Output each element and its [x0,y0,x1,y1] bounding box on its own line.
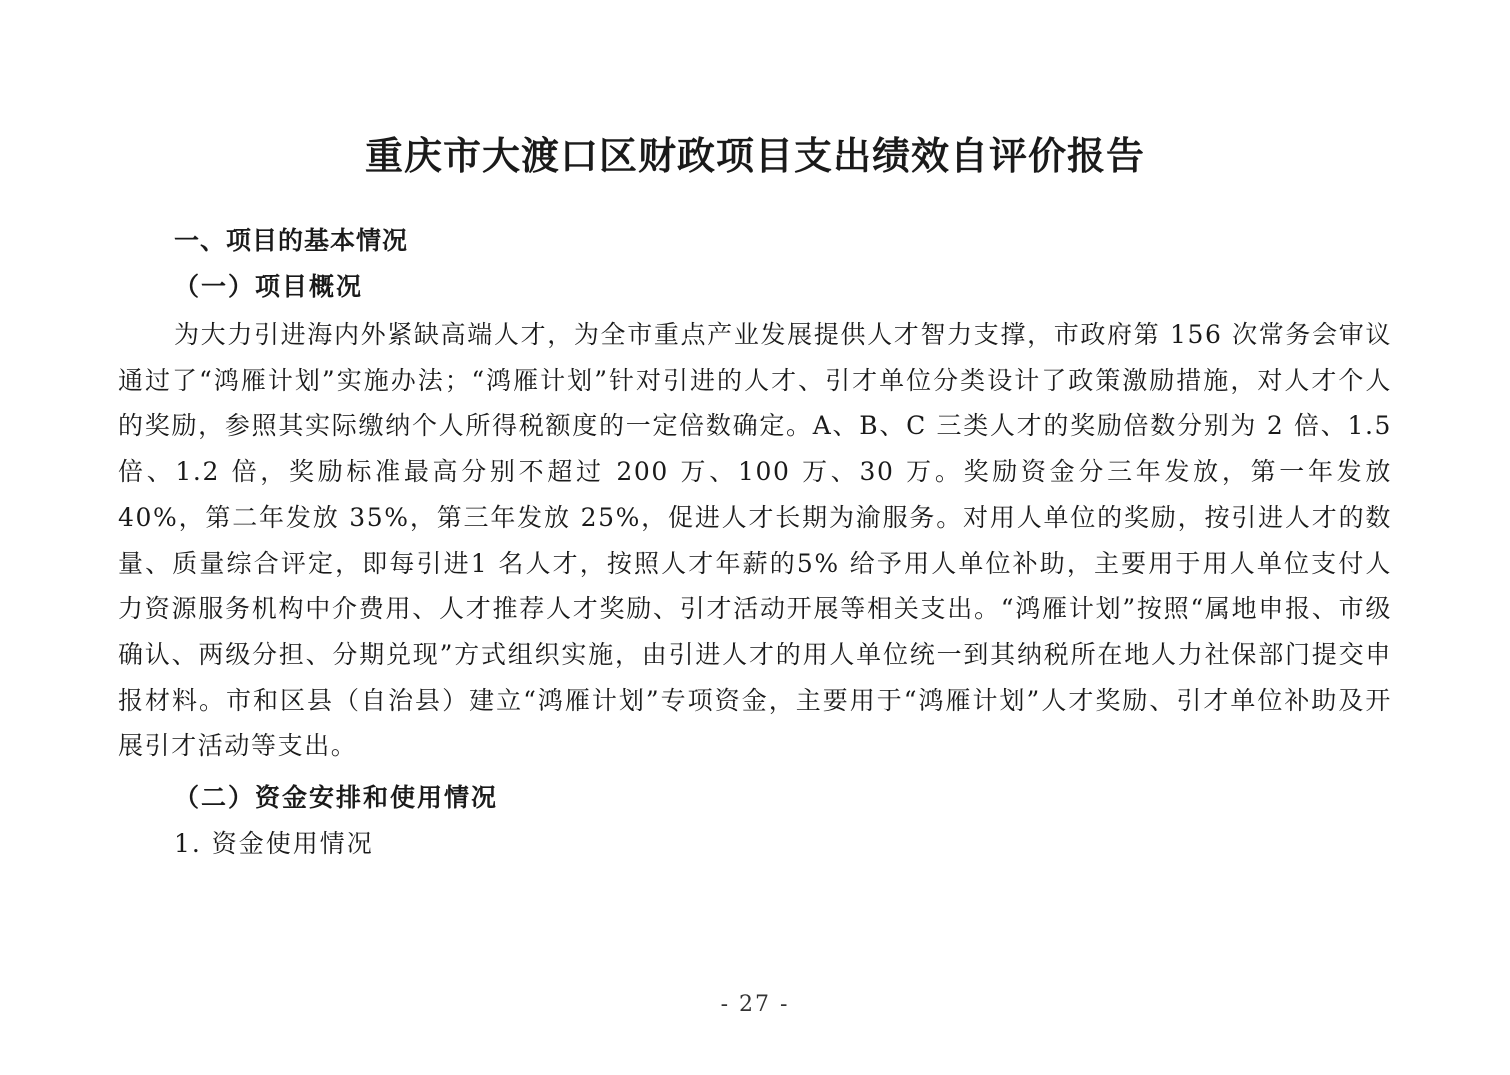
section-heading-basic-info: 一、项目的基本情况 [174,226,409,255]
subsection-heading-overview: （一）项目概况 [174,272,364,301]
page-number: - 27 - [720,992,790,1017]
subsection-heading-funds: （二）资金安排和使用情况 [174,783,499,812]
document-title: 重庆市大渡口区财政项目支出绩效自评价报告 [364,133,1145,178]
overview-paragraph: 为大力引进海内外紧缺高端人才，为全市重点产业发展提供人才智力支撑，市政府第 156 次常务会审议通过了“鸿雁计划”实施办法；“鸿雁计划”针对引进的人才、引才单位分类设计了政策激励措施，对人才个人的奖励，参照其实际缴纳个人所得税额度的一定倍数确定。A、B、C 三类人才的奖励倍数分别为 2 倍、1.5 倍、1.2 倍，奖励标准最高分别不超过 200 万、100 万、30 万。奖励资金分三年发放，第一年发放 40%，第二年发放 35%，第三年发放 25%，促进人才长期为渝服务。对用人单位的奖励，按引进人才的数量、质量综合评定，即每引进1 名人才，按照人才年薪的5% 给予用人单位补助，主要用于用人单位支付人力资源服务机构中介费用、人才推荐人才奖励、引才活动开展等相关支出。“鸿雁计划”按照“属地申报、市级确认、两级分担、分期兑现”方式组织实施，由引进人才的用人单位统一到其纳税所在地人力社保部门提交申报材料。市和区县（自治县）建立“鸿雁计划”专项资金，主要用于“鸿雁计划”人才奖励、引才单位补助及开展引才活动等支出。 [118,320,1392,761]
funds-usage-item: 1. 资金使用情况 [174,829,374,858]
